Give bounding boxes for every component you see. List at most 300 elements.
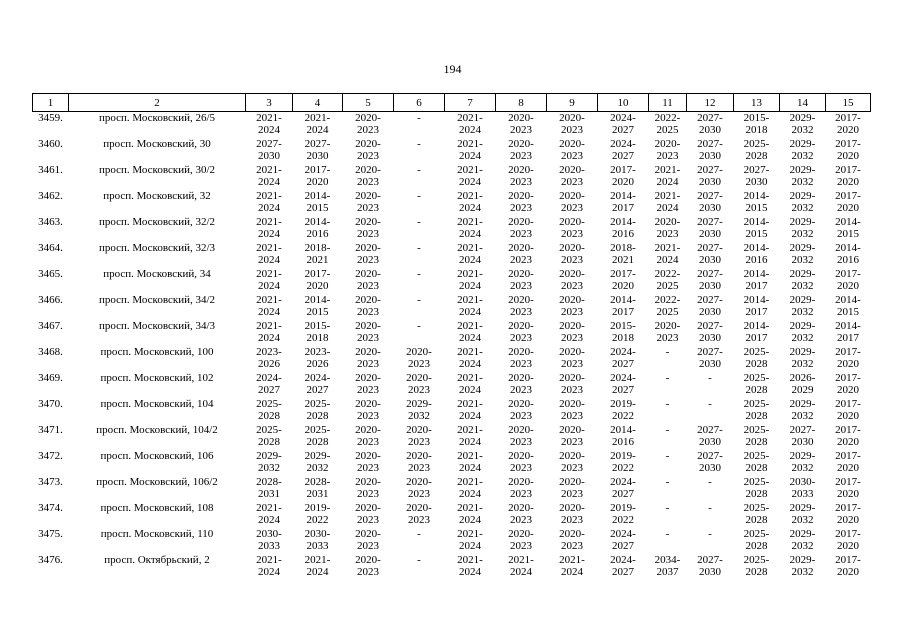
period-line: 2023	[510, 124, 532, 136]
page-number: 194	[443, 62, 462, 76]
period-line: 2024	[459, 124, 481, 136]
period-line: 2020-	[508, 320, 534, 332]
period-line: 2032	[791, 124, 814, 136]
period-line: 2021	[612, 254, 634, 266]
period-cell	[293, 424, 343, 450]
period-cell	[649, 216, 687, 242]
period-line: 2015	[745, 202, 768, 214]
column-header: 3	[246, 94, 293, 112]
period-cell	[598, 320, 649, 346]
period-line: 2021-	[457, 346, 483, 358]
period-cell	[649, 528, 687, 554]
period-cell	[293, 320, 343, 346]
period-line: 2029-	[789, 112, 816, 124]
period-cell	[598, 112, 649, 139]
period-cell	[687, 112, 734, 139]
period-line: -	[665, 424, 670, 436]
period-line: 2020	[837, 124, 859, 136]
period-line: 2023	[357, 150, 379, 162]
period-line: 2030	[699, 150, 721, 162]
period-cell	[343, 554, 394, 580]
period-line: 2023	[510, 306, 532, 318]
period-line: 2023	[510, 202, 532, 214]
period-cell	[598, 554, 649, 580]
period-line: 2029-	[406, 398, 432, 410]
period-line: 2020-	[355, 424, 381, 436]
period-line: 2016	[837, 254, 859, 266]
period-line: 2022	[612, 410, 634, 422]
row-number: 3466.	[38, 294, 63, 306]
period-cell	[687, 502, 734, 528]
period-line: 2024	[459, 514, 481, 526]
period-line: -	[417, 164, 421, 176]
row-number: 3468.	[38, 346, 63, 358]
address-cell: просп. Московский, 26/5	[98, 112, 216, 124]
period-cell	[496, 372, 547, 398]
period-line: 2014-	[743, 320, 770, 332]
period-cell	[445, 320, 496, 346]
period-line: 2019-	[610, 502, 636, 514]
row-number: 3472.	[38, 450, 63, 462]
period-line: 2023	[510, 488, 532, 500]
period-line: 2020-	[355, 242, 381, 254]
period-line: 2020-	[406, 346, 432, 358]
period-line: 2014-	[743, 268, 770, 280]
period-line: 2021-	[256, 554, 282, 566]
address-cell: просп. Московский, 34	[103, 268, 211, 280]
period-line: 2032	[791, 176, 814, 188]
period-line: 2027-	[256, 138, 282, 150]
period-line: 2023	[561, 488, 583, 500]
period-cell	[343, 424, 394, 450]
period-line: 2032	[791, 280, 814, 292]
period-line: 2021-	[304, 112, 331, 124]
period-line: 2033	[791, 488, 814, 500]
period-line: 2020-	[508, 424, 534, 436]
period-line: 2022	[612, 462, 634, 474]
period-line: 2023	[510, 384, 532, 396]
period-line: 2029-	[789, 502, 816, 514]
period-cell	[445, 164, 496, 190]
address-cell: просп. Московский, 110	[100, 528, 214, 540]
period-line: 2029-	[789, 242, 816, 254]
period-line: 2023	[656, 228, 679, 240]
period-line: 2028-	[256, 476, 282, 488]
period-cell	[826, 216, 871, 242]
period-line: 2021-	[457, 268, 483, 280]
table-row	[33, 476, 871, 502]
period-cell	[343, 502, 394, 528]
period-cell	[343, 242, 394, 268]
period-line: 2024	[459, 254, 481, 266]
period-cell	[246, 190, 293, 216]
period-line: 2030	[699, 332, 721, 344]
period-cell	[246, 320, 293, 346]
period-line: 2015	[306, 306, 329, 318]
address-cell: просп. Московский, 102	[100, 372, 214, 384]
period-line: 2020-	[355, 450, 381, 462]
period-cell	[246, 502, 293, 528]
period-cell	[394, 112, 445, 139]
period-cell	[496, 502, 547, 528]
period-cell	[496, 190, 547, 216]
period-line: 2021-	[457, 216, 483, 228]
period-line: 2014-	[743, 294, 770, 306]
period-cell	[649, 138, 687, 164]
header-row	[33, 94, 871, 112]
period-cell	[343, 112, 394, 139]
period-line: 2014-	[835, 242, 861, 254]
period-line: 2020	[306, 176, 329, 188]
period-cell	[598, 190, 649, 216]
period-line: 2020-	[559, 138, 585, 150]
period-line: 2029-	[304, 450, 331, 462]
period-line: 2020	[837, 202, 859, 214]
column-header: 11	[649, 94, 687, 112]
table-row	[33, 320, 871, 346]
period-line: 2020-	[559, 294, 585, 306]
table-row	[33, 112, 871, 139]
period-line: -	[417, 554, 421, 566]
address-cell: просп. Московский, 32	[103, 190, 211, 202]
period-cell	[780, 502, 826, 528]
period-line: 2021-	[654, 190, 681, 202]
period-cell	[293, 190, 343, 216]
period-line: 2027-	[697, 424, 723, 436]
period-line: 2029-	[789, 528, 816, 540]
period-line: 2031	[258, 488, 280, 500]
period-line: 2027	[612, 384, 634, 396]
period-line: 2024	[258, 332, 280, 344]
period-cell	[445, 294, 496, 320]
table-row	[33, 450, 871, 476]
column-header: 2	[69, 94, 246, 112]
period-line: 2030	[699, 254, 721, 266]
period-cell	[826, 554, 871, 580]
period-cell	[547, 424, 598, 450]
period-line: 2020-	[355, 372, 381, 384]
period-line: 2021-	[508, 554, 534, 566]
period-cell	[734, 138, 780, 164]
period-line: 2024	[459, 150, 481, 162]
period-line: -	[665, 528, 670, 540]
row-number: 3462.	[38, 190, 63, 202]
period-line: 2027-	[697, 346, 723, 358]
column-header: 15	[826, 94, 871, 112]
period-cell	[598, 450, 649, 476]
period-line: 2014-	[610, 216, 636, 228]
period-cell	[687, 242, 734, 268]
row-number: 3465.	[38, 268, 63, 280]
period-cell	[496, 242, 547, 268]
period-cell	[547, 346, 598, 372]
period-cell	[598, 346, 649, 372]
period-cell	[598, 164, 649, 190]
period-line: 2029-	[789, 268, 816, 280]
period-line: 2028	[745, 514, 768, 526]
period-line: 2029-	[789, 294, 816, 306]
period-line: 2023	[561, 436, 583, 448]
period-cell	[734, 320, 780, 346]
period-line: 2032	[408, 410, 430, 422]
period-line: 2020-	[508, 346, 534, 358]
period-line: 2020-	[355, 268, 381, 280]
period-line: 2025-	[743, 372, 770, 384]
period-line: 2026-	[789, 372, 816, 384]
period-line: 2014-	[743, 190, 770, 202]
period-cell	[547, 294, 598, 320]
period-line: 2017-	[835, 398, 861, 410]
period-cell	[547, 138, 598, 164]
period-line: 2023	[357, 254, 379, 266]
period-line: 2024	[656, 176, 679, 188]
period-line: 2023	[656, 150, 679, 162]
period-line: 2027-	[697, 164, 723, 176]
period-line: 2029	[791, 384, 814, 396]
period-line: 2024	[258, 228, 280, 240]
period-cell	[394, 398, 445, 424]
period-cell	[496, 346, 547, 372]
period-cell	[394, 502, 445, 528]
period-line: 2023	[357, 462, 379, 474]
period-cell	[734, 424, 780, 450]
row-number: 3459.	[38, 112, 63, 124]
period-line: 2024	[510, 566, 532, 578]
period-cell	[246, 554, 293, 580]
column-header: 13	[734, 94, 780, 112]
period-cell	[445, 268, 496, 294]
period-cell	[445, 112, 496, 139]
period-cell	[246, 424, 293, 450]
period-line: 2020-	[559, 268, 585, 280]
period-cell	[598, 268, 649, 294]
period-cell	[649, 190, 687, 216]
period-line: 2027-	[697, 294, 723, 306]
period-line: 2032	[306, 462, 329, 474]
table-row	[33, 216, 871, 242]
period-line: 2023	[510, 436, 532, 448]
period-line: 2014-	[835, 320, 861, 332]
period-cell	[246, 346, 293, 372]
period-cell	[649, 450, 687, 476]
period-line: 2023	[561, 280, 583, 292]
period-line: 2021-	[457, 372, 483, 384]
period-cell	[780, 554, 826, 580]
period-cell	[547, 112, 598, 139]
period-line: 2024	[258, 176, 280, 188]
period-line: 2030	[258, 150, 280, 162]
period-line: 2023	[357, 124, 379, 136]
period-line: 2017-	[610, 268, 636, 280]
address-cell: просп. Октябрьский, 2	[104, 554, 210, 566]
period-line: 2032	[791, 410, 814, 422]
period-line: 2020-	[355, 398, 381, 410]
address-cell: просп. Московский, 100	[100, 346, 214, 358]
period-line: 2030	[699, 202, 721, 214]
period-line: 2024	[306, 566, 329, 578]
period-line: 2032	[791, 150, 814, 162]
period-line: 2017-	[835, 554, 861, 566]
period-cell	[734, 554, 780, 580]
period-line: 2021-	[457, 554, 483, 566]
period-line: 2025	[656, 306, 679, 318]
period-line: 2025-	[304, 398, 331, 410]
period-line: 2018	[745, 124, 768, 136]
period-line: 2023	[561, 202, 583, 214]
period-cell	[687, 216, 734, 242]
period-cell	[496, 164, 547, 190]
period-cell	[734, 502, 780, 528]
period-cell	[734, 372, 780, 398]
period-cell	[780, 242, 826, 268]
period-line: -	[708, 476, 712, 488]
period-cell	[780, 164, 826, 190]
period-line: 2015	[837, 306, 859, 318]
period-line: 2020	[837, 514, 859, 526]
row-number: 3473.	[38, 476, 63, 488]
address-cell: просп. Московский, 108	[100, 502, 214, 514]
table-row	[33, 138, 871, 164]
column-header: 10	[598, 94, 649, 112]
period-cell	[496, 554, 547, 580]
period-line: 2027-	[697, 138, 723, 150]
period-cell	[496, 268, 547, 294]
period-cell	[445, 554, 496, 580]
period-line: 2017-	[835, 164, 861, 176]
period-line: 2021-	[304, 554, 331, 566]
column-header: 6	[394, 94, 445, 112]
period-line: 2017-	[835, 450, 861, 462]
period-line: 2033	[258, 540, 280, 552]
period-cell	[547, 268, 598, 294]
column-header: 5	[343, 94, 394, 112]
period-cell	[780, 268, 826, 294]
period-line: 2020	[837, 358, 859, 370]
period-line: 2024	[656, 202, 679, 214]
period-line: -	[665, 502, 670, 514]
address-cell: просп. Московский, 104/2	[96, 424, 218, 436]
period-cell	[649, 112, 687, 139]
period-cell	[246, 112, 293, 139]
period-line: 2020	[837, 436, 859, 448]
period-line: 2030-	[256, 528, 282, 540]
period-cell	[649, 320, 687, 346]
period-line: 2031	[306, 488, 329, 500]
period-cell	[780, 112, 826, 139]
period-line: 2025	[656, 124, 679, 136]
period-line: 2014-	[304, 190, 331, 202]
period-cell	[547, 528, 598, 554]
period-line: 2025-	[256, 424, 282, 436]
period-line: 2025-	[256, 398, 282, 410]
period-cell	[780, 450, 826, 476]
period-line: 2027	[258, 384, 280, 396]
period-line: 2027	[306, 384, 329, 396]
period-cell	[246, 164, 293, 190]
period-cell	[445, 372, 496, 398]
row-number: 3469.	[38, 372, 63, 384]
table-row	[33, 346, 871, 372]
period-line: 2021-	[457, 476, 483, 488]
period-cell	[343, 294, 394, 320]
period-cell	[547, 372, 598, 398]
period-cell	[687, 320, 734, 346]
period-line: 2027-	[743, 164, 770, 176]
period-cell	[687, 528, 734, 554]
period-line: 2020-	[559, 112, 585, 124]
period-line: 2024	[459, 176, 481, 188]
period-cell	[445, 346, 496, 372]
period-line: 2030	[699, 228, 721, 240]
period-line: 2027-	[697, 112, 723, 124]
period-line: 2023	[510, 150, 532, 162]
period-cell	[343, 268, 394, 294]
period-line: 2025-	[743, 554, 770, 566]
column-header: 12	[687, 94, 734, 112]
period-line: 2024-	[256, 372, 282, 384]
period-line: 2020-	[559, 528, 585, 540]
period-line: 2021-	[457, 138, 483, 150]
period-line: 2018-	[610, 242, 636, 254]
period-line: 2020-	[559, 398, 585, 410]
row-number: 3461.	[38, 164, 63, 176]
period-line: -	[417, 242, 421, 254]
period-line: 2024	[459, 540, 481, 552]
period-line: 2020	[612, 280, 634, 292]
period-line: 2021-	[256, 320, 282, 332]
period-line: 2025-	[743, 138, 770, 150]
period-line: 2020-	[654, 320, 681, 332]
period-line: 2024-	[610, 112, 636, 124]
period-line: 2020-	[355, 216, 381, 228]
period-line: 2022-	[654, 294, 681, 306]
period-line: -	[417, 216, 421, 228]
period-cell	[826, 502, 871, 528]
period-cell	[687, 138, 734, 164]
period-line: 2020	[306, 280, 329, 292]
period-line: -	[665, 398, 670, 410]
period-line: -	[708, 372, 712, 384]
period-line: 2032	[791, 462, 814, 474]
period-line: 2024	[258, 254, 280, 266]
period-cell	[496, 528, 547, 554]
period-line: 2014-	[304, 294, 331, 306]
period-line: 2027	[612, 540, 634, 552]
period-line: 2020	[837, 462, 859, 474]
period-cell	[780, 294, 826, 320]
period-cell	[734, 164, 780, 190]
period-cell	[293, 476, 343, 502]
period-cell	[496, 320, 547, 346]
period-line: 2024	[306, 124, 329, 136]
period-cell	[780, 424, 826, 450]
period-line: 2025-	[743, 450, 770, 462]
period-cell	[780, 216, 826, 242]
period-line: 2028	[745, 462, 768, 474]
period-line: 2032	[791, 514, 814, 526]
period-line: 2024	[459, 488, 481, 500]
period-cell	[445, 476, 496, 502]
period-line: 2016	[612, 436, 634, 448]
period-line: 2020	[837, 384, 859, 396]
period-line: 2020	[837, 410, 859, 422]
address-cell: просп. Московский, 104	[100, 398, 214, 410]
period-cell	[394, 138, 445, 164]
period-cell	[246, 216, 293, 242]
period-cell	[826, 242, 871, 268]
period-line: 2030	[699, 280, 721, 292]
period-line: 2030	[699, 566, 721, 578]
